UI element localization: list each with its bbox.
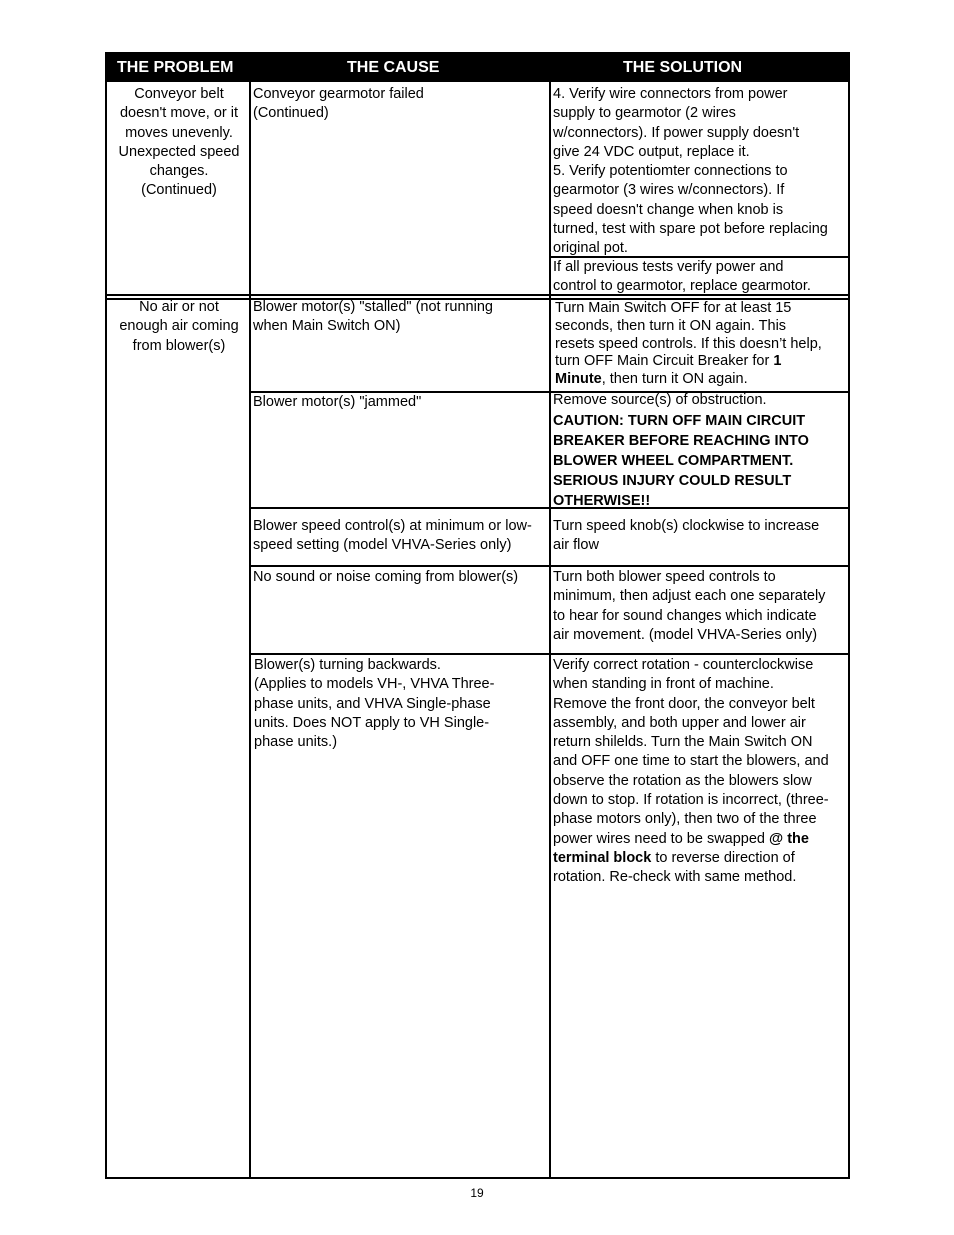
cause-turning-backwards: Blower(s) turning backwards. (Applies to models VH-, VHVA Three- phase units, and VHVA Single-phase units. Does NOT apply to VH Single- phase units.)	[254, 657, 495, 751]
header-solution: THE SOLUTION	[623, 59, 743, 76]
cause-blower-jammed: Blower motor(s) "jammed"	[253, 394, 422, 410]
header-cause: THE CAUSE	[347, 59, 440, 76]
column-divider	[549, 82, 551, 1177]
solution-adjust-blowers: Turn both blower speed controls to minimum, then adjust each one separately to hear for sound changes which indicate air movement. (model VHVA-Series only)	[553, 569, 826, 643]
solution-turn-knob: Turn speed knob(s) clockwise to increase air flow	[553, 518, 820, 554]
column-divider	[249, 82, 251, 1177]
header-problem: THE PROBLEM	[117, 59, 234, 76]
troubleshooting-table	[105, 52, 850, 1179]
cause-gearmotor-failed: Conveyor gearmotor failed (Continued)	[253, 86, 424, 122]
problem-conveyor: Conveyor belt doesn't move, or it moves unevenly. Unexpected speed changes. (Continued)	[118, 86, 240, 199]
solution-reset-speed-controls: Turn Main Switch OFF for at least 15 seconds, then turn it ON again. This resets speed controls. If this doesn’t help, turn OFF Main Circuit Breaker for 1 Minute, then turn it ON again.	[555, 300, 822, 388]
page-number: 19	[470, 1186, 484, 1200]
table-header	[107, 54, 848, 82]
solution-remove-obstruction: Remove source(s) of obstruction.	[553, 392, 767, 408]
cause-speed-control-low: Blower speed control(s) at minimum or low- speed setting (model VHVA-Series only)	[253, 518, 532, 554]
cause-blower-stalled: Blower motor(s) "stalled" (not running when Main Switch ON)	[253, 299, 493, 335]
caution-warning: CAUTION: TURN OFF MAIN CIRCUIT BREAKER BEFORE REACHING INTO BLOWER WHEEL COMPARTMENT. SERIOUS INJURY COULD RESULT OTHERWISE!!	[553, 413, 809, 509]
row-divider	[249, 653, 848, 655]
solution-verify-rotation: Verify correct rotation - counterclockwise when standing in front of machine. Remove the front door, the conveyor belt assembly, and both upper and lower air return shilelds. Turn the Main Switch ON and OFF one time to start the blowers, and observe the rotation as the blowers slow down to stop. If rotation is incorrect, (three- phase motors only), then two of the three power wires need to be swapped @ the terminal block to reverse direction of rotation. Re-check with same method.	[553, 657, 829, 886]
row-divider	[249, 565, 848, 567]
solution-verify-connectors: 4. Verify wire connectors from power supply to gearmotor (2 wires w/connectors). If power supply doesn't give 24 VDC output, replace it. 5. Verify potentiomter connections to gearmotor (3 wires w/connectors). If speed doesn't change when knob is turned, test with spare pot before replacing original pot.	[553, 86, 828, 257]
problem-no-air: No air or not enough air coming from blower(s)	[119, 299, 239, 354]
solution-replace-gearmotor: If all previous tests verify power and control to gearmotor, replace gearmotor.	[553, 259, 811, 295]
cause-no-sound: No sound or noise coming from blower(s)	[253, 569, 519, 585]
